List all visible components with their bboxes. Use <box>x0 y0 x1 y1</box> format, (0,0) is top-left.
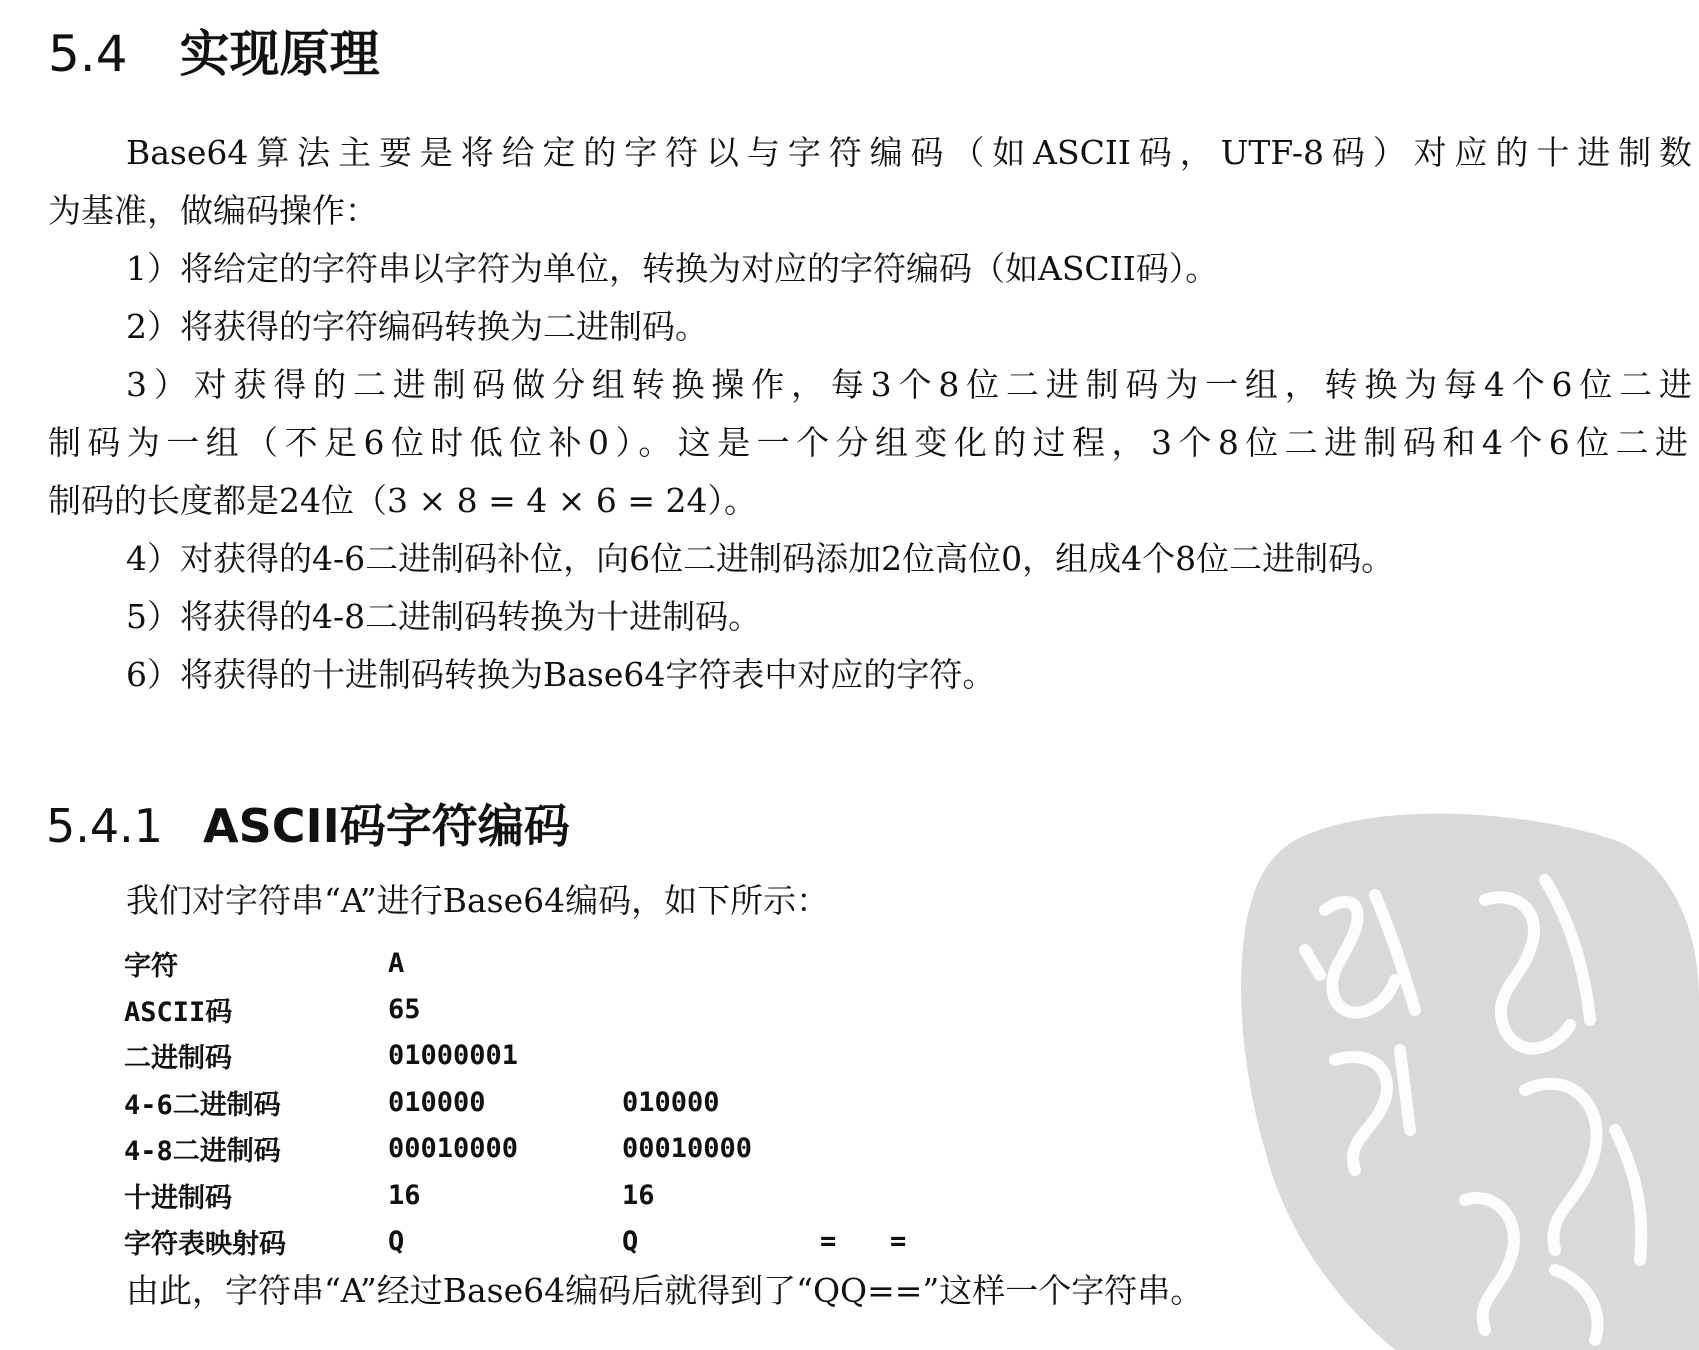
example-lead: 我们对字符串“A”进行Base64编码，如下所示： <box>126 881 830 920</box>
cell-value-1: A <box>388 947 405 979</box>
intro-paragraph-line1: Base64算法主要是将给定的字符以与字符编码（如ASCII码，UTF-8码）对应的十进制数 <box>126 133 1692 172</box>
cell-value-1: 01000001 <box>388 1040 519 1072</box>
step-3-line2: 制码为一组（不足6位时低位补0）。这是一个分组变化的过程，3个8位二进制码和4个6位二进 <box>48 423 1688 462</box>
section-number: 5.4 <box>48 25 128 83</box>
cell-value-4 <box>890 1079 950 1125</box>
subsection-title: ASCII码字符编码 <box>203 799 570 853</box>
cell-value-4: = <box>890 1226 907 1258</box>
cell-value-2: 010000 <box>622 1086 720 1118</box>
watermark-seal-shape <box>1241 814 1699 1350</box>
section-title: 实现原理 <box>179 25 380 83</box>
cell-value-4 <box>890 1126 950 1172</box>
cell-value-4 <box>890 986 950 1032</box>
row-label: 4-8二进制码 <box>124 1136 281 1168</box>
table-row <box>124 1218 950 1264</box>
table-row <box>124 1079 950 1125</box>
intro-paragraph-line2: 为基准，做编码操作： <box>48 191 378 230</box>
cell-value-4 <box>890 1033 950 1079</box>
step-3-line1: 3）对获得的二进制码做分组转换操作，每3个8位二进制码为一组，转换为每4个6位二进 <box>126 365 1692 404</box>
cell-value-2 <box>622 940 820 986</box>
cell-value-1: Q <box>388 1226 405 1258</box>
table-row <box>124 986 950 1032</box>
row-label: ASCII码 <box>124 997 233 1029</box>
cell-value-1: 16 <box>388 1179 421 1211</box>
step-2: 2）将获得的字符编码转换为二进制码。 <box>126 307 708 346</box>
row-label: 字符 <box>124 950 178 982</box>
cell-value-3 <box>820 1172 890 1218</box>
cell-value-3: = <box>820 1226 837 1258</box>
watermark-seal <box>1225 800 1699 1350</box>
cell-value-3 <box>820 1079 890 1125</box>
row-label: 字符表映射码 <box>124 1229 286 1261</box>
cell-value-2: 00010000 <box>622 1133 753 1165</box>
conclusion-paragraph: 由此，字符串“A”经过Base64编码后就得到了“QQ==”这样一个字符串。 <box>126 1271 1204 1310</box>
cell-value-1: 65 <box>388 994 421 1026</box>
table-row <box>124 1126 950 1172</box>
step-4: 4）对获得的4-6二进制码补位，向6位二进制码添加2位高位0，组成4个8位二进制码。 <box>126 539 1395 578</box>
cell-value-4 <box>890 1172 950 1218</box>
cell-value-2: Q <box>622 1226 639 1258</box>
row-label: 十进制码 <box>124 1182 232 1214</box>
cell-value-3 <box>820 1033 890 1079</box>
subsection-heading <box>46 790 570 856</box>
encoding-table <box>124 940 950 1265</box>
cell-value-3 <box>820 1126 890 1172</box>
cell-value-3 <box>820 940 890 986</box>
table-row <box>124 1033 950 1079</box>
table-row <box>124 940 950 986</box>
cell-value-2 <box>622 986 820 1032</box>
cell-value-1: 010000 <box>388 1086 486 1118</box>
step-1: 1）将给定的字符串以字符为单位，转换为对应的字符编码（如ASCII码）。 <box>126 249 1219 288</box>
step-3-line3: 制码的长度都是24位（3 × 8 = 4 × 6 = 24）。 <box>48 481 757 520</box>
section-heading <box>48 14 380 86</box>
row-label: 二进制码 <box>124 1043 232 1075</box>
table-row <box>124 1172 950 1218</box>
cell-value-4 <box>890 940 950 986</box>
cell-value-2: 16 <box>622 1179 655 1211</box>
cell-value-1: 00010000 <box>388 1133 519 1165</box>
cell-value-3 <box>820 986 890 1032</box>
cell-value-2 <box>622 1033 820 1079</box>
step-5: 5）将获得的4-8二进制码转换为十进制码。 <box>126 597 762 636</box>
row-label: 4-6二进制码 <box>124 1089 281 1121</box>
subsection-number: 5.4.1 <box>46 799 164 853</box>
step-6: 6）将获得的十进制码转换为Base64字符表中对应的字符。 <box>126 655 996 694</box>
